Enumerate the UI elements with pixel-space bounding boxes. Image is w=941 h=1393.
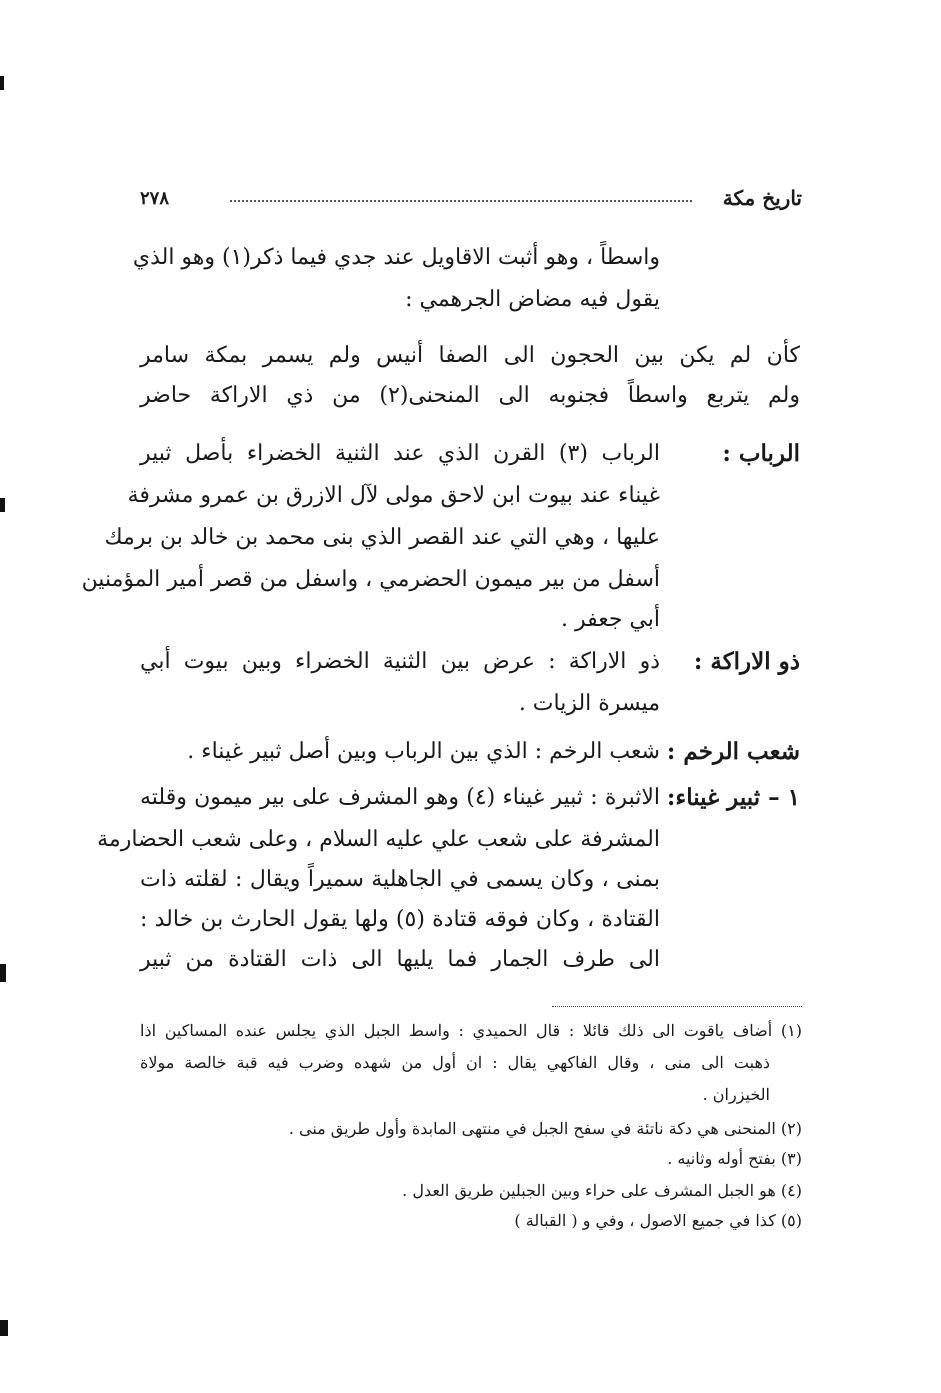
page-number: ٢٧٨ [140,188,170,209]
footnote-text: المنحنى هي دكة ناتئة في سفح الجبل في منتهى المابدة وأول طريق منى . [288,1119,776,1138]
footnote-text: كذا في جميع الاصول ، وفي و ( القبالة ) [514,1211,776,1230]
entry-line: القتادة ، وكان فوقه قتادة (٥) ولها يقول الحارث بن خالد : [140,907,660,932]
footnote-line [140,1016,802,1046]
footnote-number: (١) [780,1021,803,1040]
footnote-number: (٥) [780,1211,802,1230]
scan-edge-mark [0,1320,8,1336]
footnote-line [289,1114,802,1144]
footnote-number: (٢) [780,1119,802,1138]
footnote-number: (٣) [780,1149,802,1168]
poem-verse: كأن لم يكن بين الحجون الى الصفا أنيس ولم يسمر بمكة سامر [140,343,800,368]
scan-edge-mark [0,498,5,512]
footnote-line [402,1176,802,1206]
entry-line: أبي جعفر . [560,607,660,632]
entry-line: غيناء عند بيوت ابن لاحق مولى لآل الازرق بن عمرو مشرفة [127,483,660,508]
intro-line: يقول فيه مضاض الجرهمي : [405,287,660,312]
entry-line: الاثبرة : ثبير غيناء (٤) وهو المشرف على بير ميمون وقلته [140,785,660,810]
entry-line: عليها ، وهي التي عند القصر الذي بنى محمد بن خالد بن برمك [104,525,660,550]
footnote-text: هو الجبل المشرف على حراء وبين الجبلين طريق العدل . [402,1181,776,1200]
entry-lemma: الرباب : [722,440,800,467]
entry-lemma: ١ – ثبير غيناء: [666,784,800,811]
entry-line: الى طرف الجمار فما يليها الى ذات القتادة من ثبير [140,947,660,972]
scan-edge-mark [0,964,6,982]
entry-line: المشرفة على شعب علي عليه السلام ، وعلى شعب الحضارمة [97,827,660,852]
footnote-line [514,1206,802,1236]
header-dotted-rule [230,200,692,202]
entry-line: الرباب (٣) القرن الذي عند الثنية الخضراء بأصل ثبير [140,441,660,466]
scan-edge-mark [0,76,4,90]
footnote-text: أضاف ياقوت الى ذلك قائلا : قال الحميدي : واسط الجبل الذي يجلس عنده المساكين اذا [140,1021,773,1040]
footnote-number: (٤) [780,1181,802,1200]
footnote-line: الخيزران . [702,1085,770,1104]
entry-line: شعب الرخم : الذي بين الرباب وبين أصل ثبير غيناء . [187,739,660,764]
running-header [140,186,802,216]
entry-line: بمنى ، وكان يسمى في الجاهلية سميراً ويقال : لقلته ذات [140,867,660,892]
entry-line: ذو الاراكة : عرض بين الثنية الخضراء وبين بيوت أبي [140,649,660,674]
entry-line: أسفل من بير ميمون الحضرمي ، واسفل من قصر أمير المؤمنين [81,567,660,592]
footnote-text: بفتح أوله وثانيه . [667,1149,776,1168]
footnote-line [667,1144,802,1174]
intro-line: واسطاً ، وهو أثبت الاقاويل عند جدي فيما ذكر(١) وهو الذي [132,245,660,270]
entry-lemma: ذو الاراكة : [693,648,800,675]
footnote-rule [552,1006,802,1007]
entry-lemma: شعب الرخم : [666,738,800,765]
entry-line: ميسرة الزيات . [518,691,660,716]
poem-verse: ولم يتربع واسطاً فجنوبه الى المنحنى(٢) من ذي الاراكة حاضر [140,383,801,408]
running-title: تاريخ مكة [722,186,802,210]
footnote-line: ذهبت الى منى ، وقال الفاكهي يقال : ان أول من شهده وضرب فيه قبة خالصة مولاة [140,1053,770,1072]
